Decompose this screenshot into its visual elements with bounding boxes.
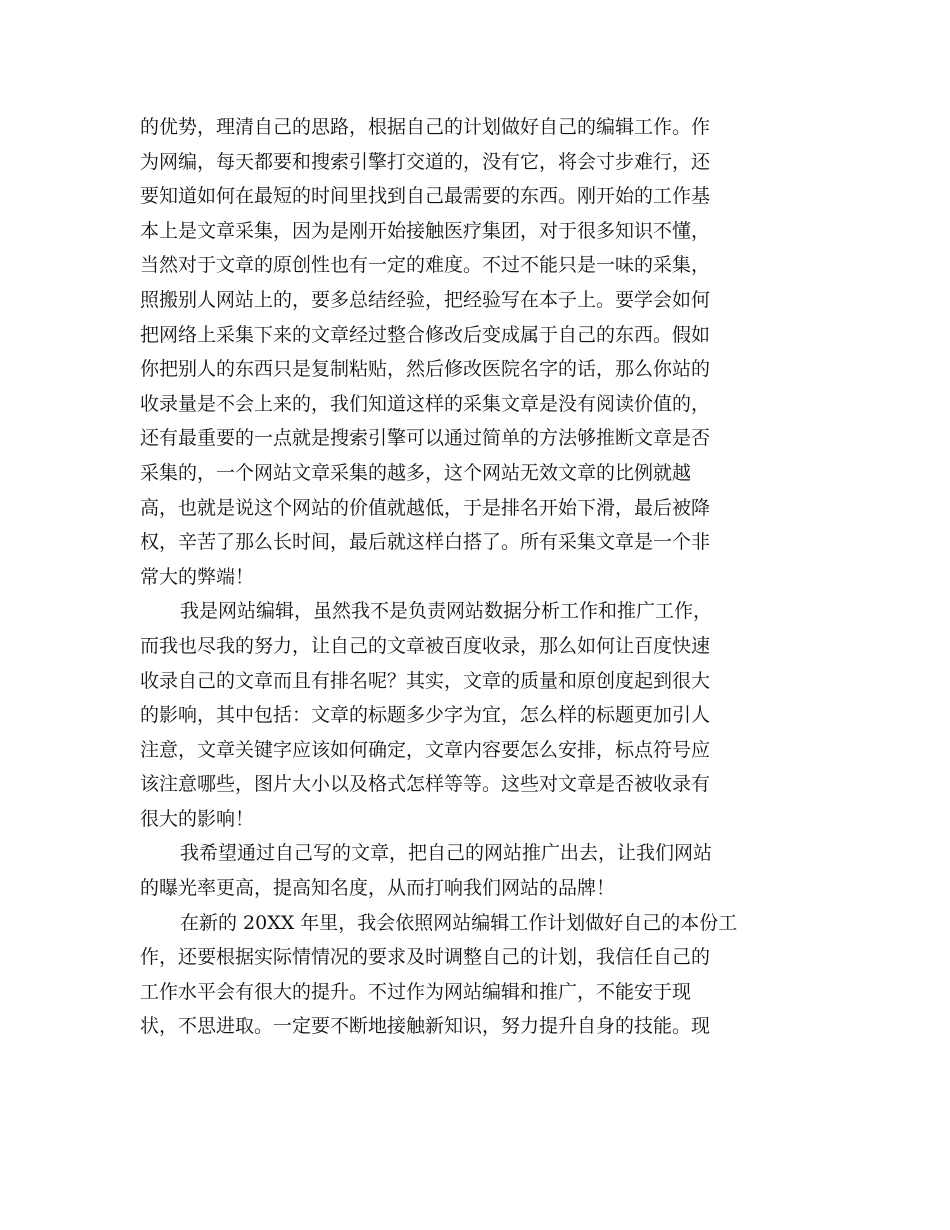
text-line: 而我也尽我的努力，让自己的文章被百度收录，那么如何让百度快速 (140, 634, 711, 657)
text-line: 要知道如何在最短的时间里找到自己最需要的东西。刚开始的工作基 (140, 185, 711, 208)
document-body (140, 110, 820, 1044)
text-line: 收录量是不会上来的，我们知道这样的采集文章是没有阅读价值的， (140, 392, 711, 415)
text-line: 当然对于文章的原创性也有一定的难度。不过不能只是一味的采集， (140, 254, 711, 277)
text-line: 该注意哪些，图片大小以及格式怎样等等。这些对文章是否被收录有 (140, 773, 711, 796)
paragraph-1 (140, 110, 820, 594)
text-line: 把网络上采集下来的文章经过整合修改后变成属于自己的东西。假如 (140, 323, 711, 346)
text-line: 收录自己的文章而且有排名呢？其实，文章的质量和原创度起到很大 (140, 669, 711, 692)
text-line: 采集的，一个网站文章采集的越多，这个网站无效文章的比例就越 (140, 461, 692, 484)
text-line: 权，辛苦了那么长时间，最后就这样白搭了。所有采集文章是一个非 (140, 531, 711, 554)
text-line: 高，也就是说这个网站的价值就越低，于是排名开始下滑，最后被降 (140, 496, 711, 519)
text-line: 我是网站编辑，虽然我不是负责网站数据分析工作和推广工作， (180, 600, 713, 623)
text-line: 的影响，其中包括：文章的标题多少字为宜，怎么样的标题更加引人 (140, 704, 711, 727)
text-line: 在新的 20XX 年里，我会依照网站编辑工作计划做好自己的本份工 (180, 911, 738, 934)
paragraph-4 (140, 906, 820, 1044)
text-line: 本上是文章采集，因为是刚开始接触医疗集团，对于很多知识不懂， (140, 219, 711, 242)
text-line: 常大的弊端！ (140, 565, 255, 588)
text-line: 作，还要根据实际情情况的要求及时调整自己的计划，我信任自己的 (140, 946, 711, 969)
text-line: 状，不思进取。一定要不断地接触新知识，努力提升自身的技能。现 (140, 1015, 711, 1038)
text-line: 工作水平会有很大的提升。不过作为网站编辑和推广，不能安于现 (140, 980, 692, 1003)
text-line: 的曝光率更高，提高知名度，从而打响我们网站的品牌！ (140, 877, 616, 900)
text-line: 为网编，每天都要和搜索引擎打交道的，没有它，将会寸步难行，还 (140, 150, 711, 173)
text-line: 还有最重要的一点就是搜索引擎可以通过简单的方法够推断文章是否 (140, 427, 711, 450)
text-line: 你把别人的东西只是复制粘贴，然后修改医院名字的话，那么你站的 (140, 358, 711, 381)
text-line: 很大的影响！ (140, 807, 255, 830)
text-line: 注意，文章关键字应该如何确定，文章内容要怎么安排，标点符号应 (140, 738, 711, 761)
text-line: 我希望通过自己写的文章，把自己的网站推广出去，让我们网站 (180, 842, 713, 865)
paragraph-2 (140, 594, 820, 836)
text-line: 照搬别人网站上的，要多总结经验，把经验写在本子上。要学会如何 (140, 288, 711, 311)
paragraph-3 (140, 836, 820, 905)
text-line: 的优势，理清自己的思路，根据自己的计划做好自己的编辑工作。作 (140, 116, 711, 138)
